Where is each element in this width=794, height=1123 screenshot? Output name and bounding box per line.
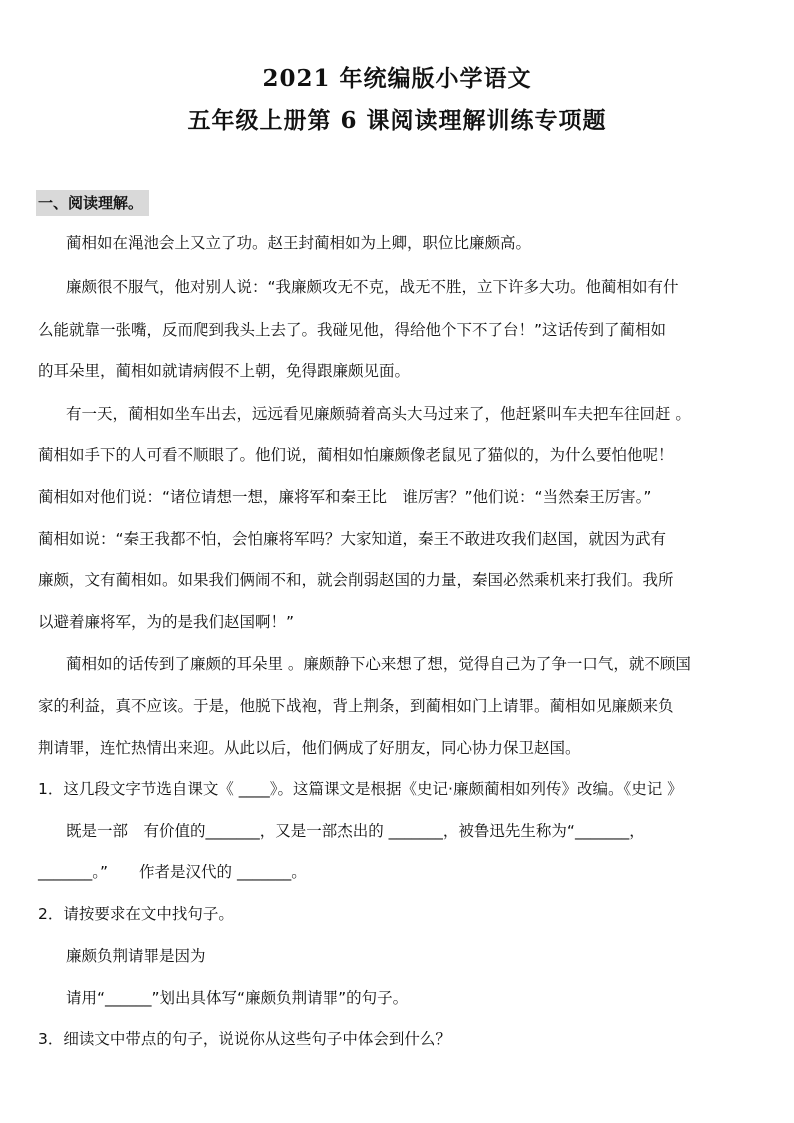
passage-line: 蔺相如手下的人可看不顺眼了。他们说，蔺相如怕廉颇像老鼠见了猫似的，为什么要怕他呢！ <box>38 446 674 464</box>
question-2-prompt-b: 请用“______”划出具体写“廉颇负荆请罪”的句子。 <box>66 989 409 1007</box>
document-title-line-2: 五年级上册第 6 课阅读理解训练专项题 <box>187 107 607 134</box>
question-2-prompt-a: 廉颇负荆请罪是因为 <box>66 947 206 965</box>
passage-line: 蔺相如说：“秦王我都不怕，会怕廉将军吗？大家知道，秦王不敢进攻我们赵国，就因为武有 <box>38 530 667 548</box>
passage-line: 蔺相如对他们说：“诸位请想一想，廉将军和秦王比 谁厉害？”他们说：“当然秦王厉害。” <box>38 488 652 506</box>
document-title-line-1: 2021 年统编版小学语文 <box>262 65 532 92</box>
passage-line: 么能就靠一张嘴，反而爬到我头上去了。我碰见他，得给他个下不了台！”这话传到了蔺相如 <box>38 321 667 339</box>
passage-line: 荆请罪，连忙热情出来迎。从此以后，他们俩成了好朋友，同心协力保卫赵国。 <box>38 739 581 757</box>
passage-line: 廉颇，文有蔺相如。如果我们俩闹不和，就会削弱赵国的力量，秦国必然乘机来打我们。我所 <box>38 571 674 589</box>
passage-line: 的耳朵里，蔺相如就请病假不上朝，免得跟廉颇见面。 <box>38 362 411 380</box>
question-1-line-3: _______。” 作者是汉代的 _______。 <box>38 863 307 881</box>
passage-line: 有一天，蔺相如坐车出去，远远看见廉颇骑着高头大马过来了，他赶紧叫车夫把车往回赶 。 <box>66 405 691 423</box>
question-1: 1．这几段文字节选自课文《 ____》。这篇课文是根据《史记·廉颇蔺相如列传》改编。《史记 》 <box>38 780 683 798</box>
passage-line: 以避着廉将军，为的是我们赵国啊！” <box>38 613 295 631</box>
question-1-line-2: 既是一部 有价值的_______，又是一部杰出的 _______，被鲁迅先生称为“_______， <box>66 822 645 840</box>
question-3: 3．细读文中带点的句子，说说你从这些句子中体会到什么？ <box>38 1030 451 1048</box>
question-2: 2．请按要求在文中找句子。 <box>38 905 234 923</box>
passage-line: 蔺相如在渑池会上又立了功。赵王封蔺相如为上卿，职位比廉颇高。 <box>66 234 532 252</box>
passage-line: 蔺相如的话传到了廉颇的耳朵里 。廉颇静下心来想了想，觉得自己为了争一口气，就不顾国 <box>66 655 691 673</box>
section-heading: 一、阅读理解。 <box>36 190 149 216</box>
passage-line: 家的利益，真不应该。于是，他脱下战袍，背上荆条，到蔺相如门上请罪。蔺相如见廉颇来负 <box>38 697 674 715</box>
passage-line: 廉颇很不服气，他对别人说：“我廉颇攻无不克，战无不胜，立下许多大功。他蔺相如有什 <box>66 278 679 296</box>
